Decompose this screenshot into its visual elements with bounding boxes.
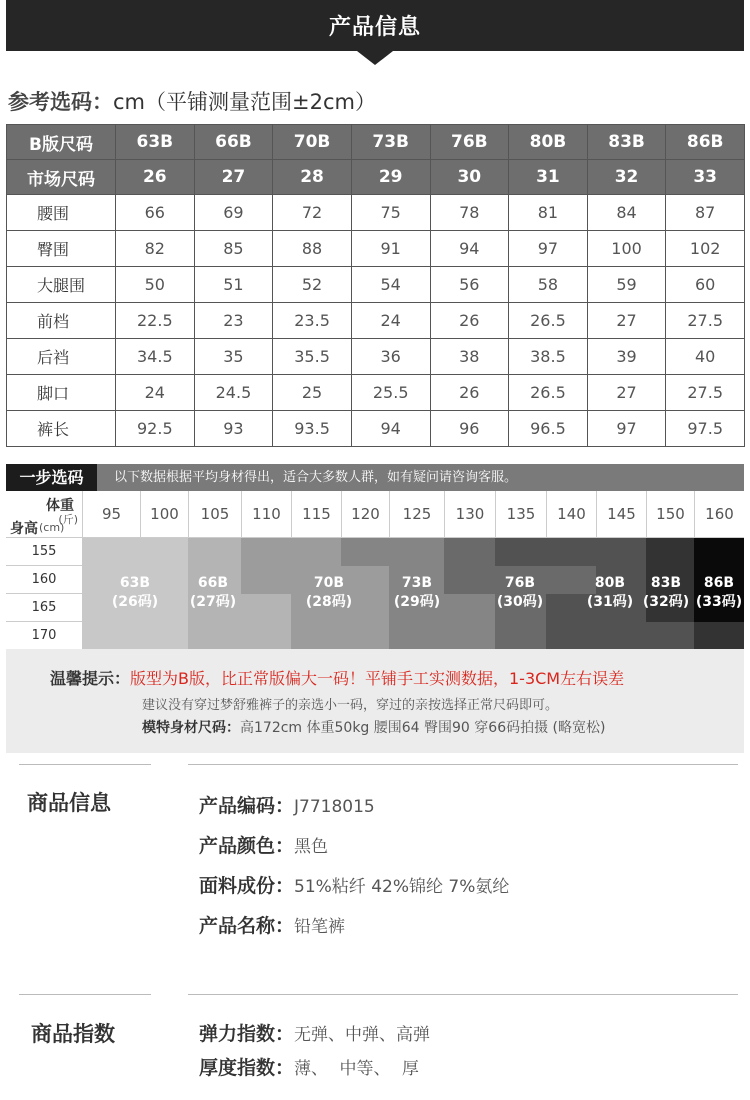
info-row-code	[199, 791, 375, 818]
size-cell: 26.5	[509, 375, 588, 411]
size-block-size: 66B	[197, 575, 229, 591]
size-row-label: 裤长	[7, 411, 116, 447]
weight-cell: 125	[389, 491, 444, 538]
elastic-label: 弹力指数：	[199, 1023, 295, 1045]
size-cell: 25	[273, 375, 352, 411]
size-cell: 38.5	[509, 339, 588, 375]
reference-note: cm（平铺测量范围±2cm）	[113, 90, 376, 114]
size-cell: 23	[194, 303, 273, 339]
size-cell: 27	[587, 303, 666, 339]
size-block-label	[679, 574, 750, 612]
size-chart-grid	[6, 491, 744, 649]
info-key: 面料成份：	[199, 875, 295, 897]
size-cell: 26	[430, 375, 509, 411]
size-cell: 63B	[116, 125, 195, 160]
size-block-size: 76B	[504, 575, 536, 591]
info-key: 产品名称：	[199, 915, 295, 937]
size-cell: 31	[509, 160, 588, 195]
tips-box	[6, 649, 744, 753]
size-cell: 97	[509, 231, 588, 267]
size-cell: 28	[273, 160, 352, 195]
size-cell: 30	[430, 160, 509, 195]
elastic-opt-high: 高弹	[396, 1025, 431, 1045]
size-block	[546, 538, 596, 566]
header-title: 产品信息	[328, 15, 421, 40]
divider	[19, 994, 151, 995]
size-row-label: 前档	[7, 303, 116, 339]
size-cell: 66	[116, 195, 195, 231]
size-cell: 32	[587, 160, 666, 195]
size-block-market: (31码)	[586, 594, 634, 610]
size-row	[7, 267, 745, 303]
size-cell: 51	[194, 267, 273, 303]
size-cell: 73B	[351, 125, 430, 160]
size-cell: 59	[587, 267, 666, 303]
elastic-opt-mid: 中弹、	[345, 1025, 397, 1045]
size-cell: 93.5	[273, 411, 352, 447]
size-cell: 56	[430, 267, 509, 303]
size-block-size: 70B	[313, 575, 345, 591]
size-cell: 88	[273, 231, 352, 267]
weight-cell: 145	[596, 491, 646, 538]
step-label: 一步选码	[6, 464, 97, 491]
info-row-fabric	[199, 871, 509, 898]
size-cell: 72	[273, 195, 352, 231]
size-cell: 27	[194, 160, 273, 195]
size-block-size: 80B	[594, 575, 626, 591]
size-block-market: (27码)	[189, 594, 237, 610]
size-header-row	[7, 160, 745, 195]
info-key: 产品编码：	[199, 795, 295, 817]
height-cell: 160	[6, 566, 82, 594]
size-cell: 96	[430, 411, 509, 447]
size-row-label: 腰围	[7, 195, 116, 231]
size-cell: 80B	[509, 125, 588, 160]
header-bar	[6, 0, 744, 51]
header-notch	[357, 51, 393, 65]
size-cell: 25.5	[351, 375, 430, 411]
size-row	[7, 303, 745, 339]
model-value: 高172cm 体重50kg 腰围64 臀围90 穿66码拍摄 (略宽松)	[240, 720, 606, 736]
size-cell: 76B	[430, 125, 509, 160]
size-cell: 93	[194, 411, 273, 447]
size-block	[495, 538, 546, 566]
size-cell: 82	[116, 231, 195, 267]
tip-advice: 建议没有穿过梦舒雅裤子的亲选小一码，穿过的亲按选择正常尺码即可。	[142, 698, 559, 713]
weight-cell: 100	[140, 491, 188, 538]
reference-title	[8, 86, 376, 116]
size-row	[7, 339, 745, 375]
size-row-label: 臀围	[7, 231, 116, 267]
weight-cell: 105	[188, 491, 241, 538]
weight-cell: 130	[444, 491, 495, 538]
size-cell: 26	[430, 303, 509, 339]
size-cell: 87	[666, 195, 745, 231]
thickness-opt-thick: 厚	[401, 1059, 419, 1079]
size-block-label	[95, 574, 175, 612]
height-label: 身高	[10, 521, 38, 537]
size-cell: 22.5	[116, 303, 195, 339]
grid-corner	[6, 491, 82, 538]
height-unit: (cm)	[39, 521, 65, 534]
info-key: 产品颜色：	[199, 835, 295, 857]
thickness-opt-thin: 薄、	[294, 1059, 329, 1079]
size-block-market: (28码)	[305, 594, 353, 610]
model-label: 模特身材尺码：	[142, 720, 240, 736]
weight-cell: 160	[694, 491, 744, 538]
size-cell: 26.5	[509, 303, 588, 339]
divider	[188, 994, 738, 995]
size-cell: 26	[116, 160, 195, 195]
size-cell: 35	[194, 339, 273, 375]
size-cell: 23.5	[273, 303, 352, 339]
size-cell: 34.5	[116, 339, 195, 375]
size-cell: 69	[194, 195, 273, 231]
size-block-size: 63B	[119, 575, 151, 591]
size-block-size: 73B	[401, 575, 433, 591]
size-cell: 35.5	[273, 339, 352, 375]
size-cell: 83B	[587, 125, 666, 160]
weight-cell: 110	[241, 491, 291, 538]
size-cell: 29	[351, 160, 430, 195]
elastic-row	[199, 1019, 430, 1046]
size-cell: 66B	[194, 125, 273, 160]
size-cell: 92.5	[116, 411, 195, 447]
size-row	[7, 411, 745, 447]
size-cell: 58	[509, 267, 588, 303]
size-cell: 84	[587, 195, 666, 231]
divider	[19, 764, 151, 765]
size-block-market: (26码)	[111, 594, 159, 610]
size-cell: 27.5	[666, 375, 745, 411]
product-info-title: 商品信息	[27, 791, 111, 815]
size-row-label: 市场尺码	[7, 160, 116, 195]
size-cell: 91	[351, 231, 430, 267]
size-block	[341, 538, 389, 566]
info-value: 铅笔裤	[294, 917, 346, 937]
tip-main	[50, 666, 624, 689]
size-row-label: B版尺码	[7, 125, 116, 160]
reference-label: 参考选码：	[8, 90, 113, 114]
size-cell: 97	[587, 411, 666, 447]
info-value: 51%粘纤 42%锦纶 7%氨纶	[294, 877, 510, 897]
size-cell: 60	[666, 267, 745, 303]
info-row-name	[199, 911, 345, 938]
size-cell: 70B	[273, 125, 352, 160]
weight-unit: (斤)	[58, 513, 78, 526]
size-cell: 50	[116, 267, 195, 303]
size-row-label: 脚口	[7, 375, 116, 411]
size-cell: 36	[351, 339, 430, 375]
size-cell: 78	[430, 195, 509, 231]
size-row	[7, 231, 745, 267]
size-cell: 81	[509, 195, 588, 231]
size-cell: 52	[273, 267, 352, 303]
size-cell: 85	[194, 231, 273, 267]
step-bar	[6, 464, 744, 491]
size-cell: 102	[666, 231, 745, 267]
size-block-market: (33码)	[695, 594, 743, 610]
size-block-label	[377, 574, 457, 612]
weight-cell: 135	[495, 491, 546, 538]
size-cell: 75	[351, 195, 430, 231]
step-note: 以下数据根据平均身材得出，适合大多数人群，如有疑问请咨询客服。	[114, 470, 518, 485]
size-block-label	[480, 574, 560, 612]
size-cell: 94	[430, 231, 509, 267]
height-cell: 170	[6, 622, 82, 650]
divider	[188, 764, 738, 765]
height-cell: 165	[6, 594, 82, 622]
thickness-row	[199, 1053, 419, 1080]
size-table	[6, 124, 745, 447]
size-block	[646, 622, 694, 649]
size-cell: 33	[666, 160, 745, 195]
thickness-opt-medium: 中等、	[339, 1059, 391, 1079]
weight-cell: 150	[646, 491, 694, 538]
info-row-color	[199, 831, 328, 858]
size-cell: 24	[351, 303, 430, 339]
info-value: J7718015	[294, 797, 375, 817]
weight-cell: 120	[341, 491, 389, 538]
height-cell: 155	[6, 538, 82, 566]
size-cell: 94	[351, 411, 430, 447]
size-cell: 24	[116, 375, 195, 411]
size-cell: 39	[587, 339, 666, 375]
size-row	[7, 195, 745, 231]
size-cell: 40	[666, 339, 745, 375]
size-block-market: (32码)	[642, 594, 690, 610]
tip-label: 温馨提示：	[50, 669, 131, 688]
elastic-opt-none: 无弹、	[294, 1025, 346, 1045]
size-cell: 96.5	[509, 411, 588, 447]
size-cell: 97.5	[666, 411, 745, 447]
weight-label: 体重	[46, 498, 74, 514]
size-block-market: (29码)	[393, 594, 441, 610]
weight-cell: 115	[291, 491, 341, 538]
size-cell: 54	[351, 267, 430, 303]
size-cell: 86B	[666, 125, 745, 160]
size-header-row	[7, 125, 745, 160]
size-cell: 100	[587, 231, 666, 267]
product-index-title: 商品指数	[31, 1022, 115, 1046]
size-cell: 24.5	[194, 375, 273, 411]
size-cell: 38	[430, 339, 509, 375]
size-block-label	[289, 574, 369, 612]
tip-warning: 版型为B版，比正常版偏大一码！平铺手工实测数据，1-3CM左右误差	[130, 669, 625, 688]
size-row-label: 后裆	[7, 339, 116, 375]
size-block-label	[173, 574, 253, 612]
size-cell: 27	[587, 375, 666, 411]
weight-cell: 140	[546, 491, 596, 538]
size-block-size: 83B	[650, 575, 682, 591]
size-row	[7, 375, 745, 411]
size-cell: 27.5	[666, 303, 745, 339]
size-block	[694, 622, 744, 649]
tip-model	[142, 717, 605, 737]
size-block-size: 86B	[703, 575, 735, 591]
weight-cell: 95	[82, 491, 140, 538]
info-value: 黑色	[294, 837, 329, 857]
size-block-market: (30码)	[496, 594, 544, 610]
thickness-label: 厚度指数：	[199, 1057, 295, 1079]
size-row-label: 大腿围	[7, 267, 116, 303]
